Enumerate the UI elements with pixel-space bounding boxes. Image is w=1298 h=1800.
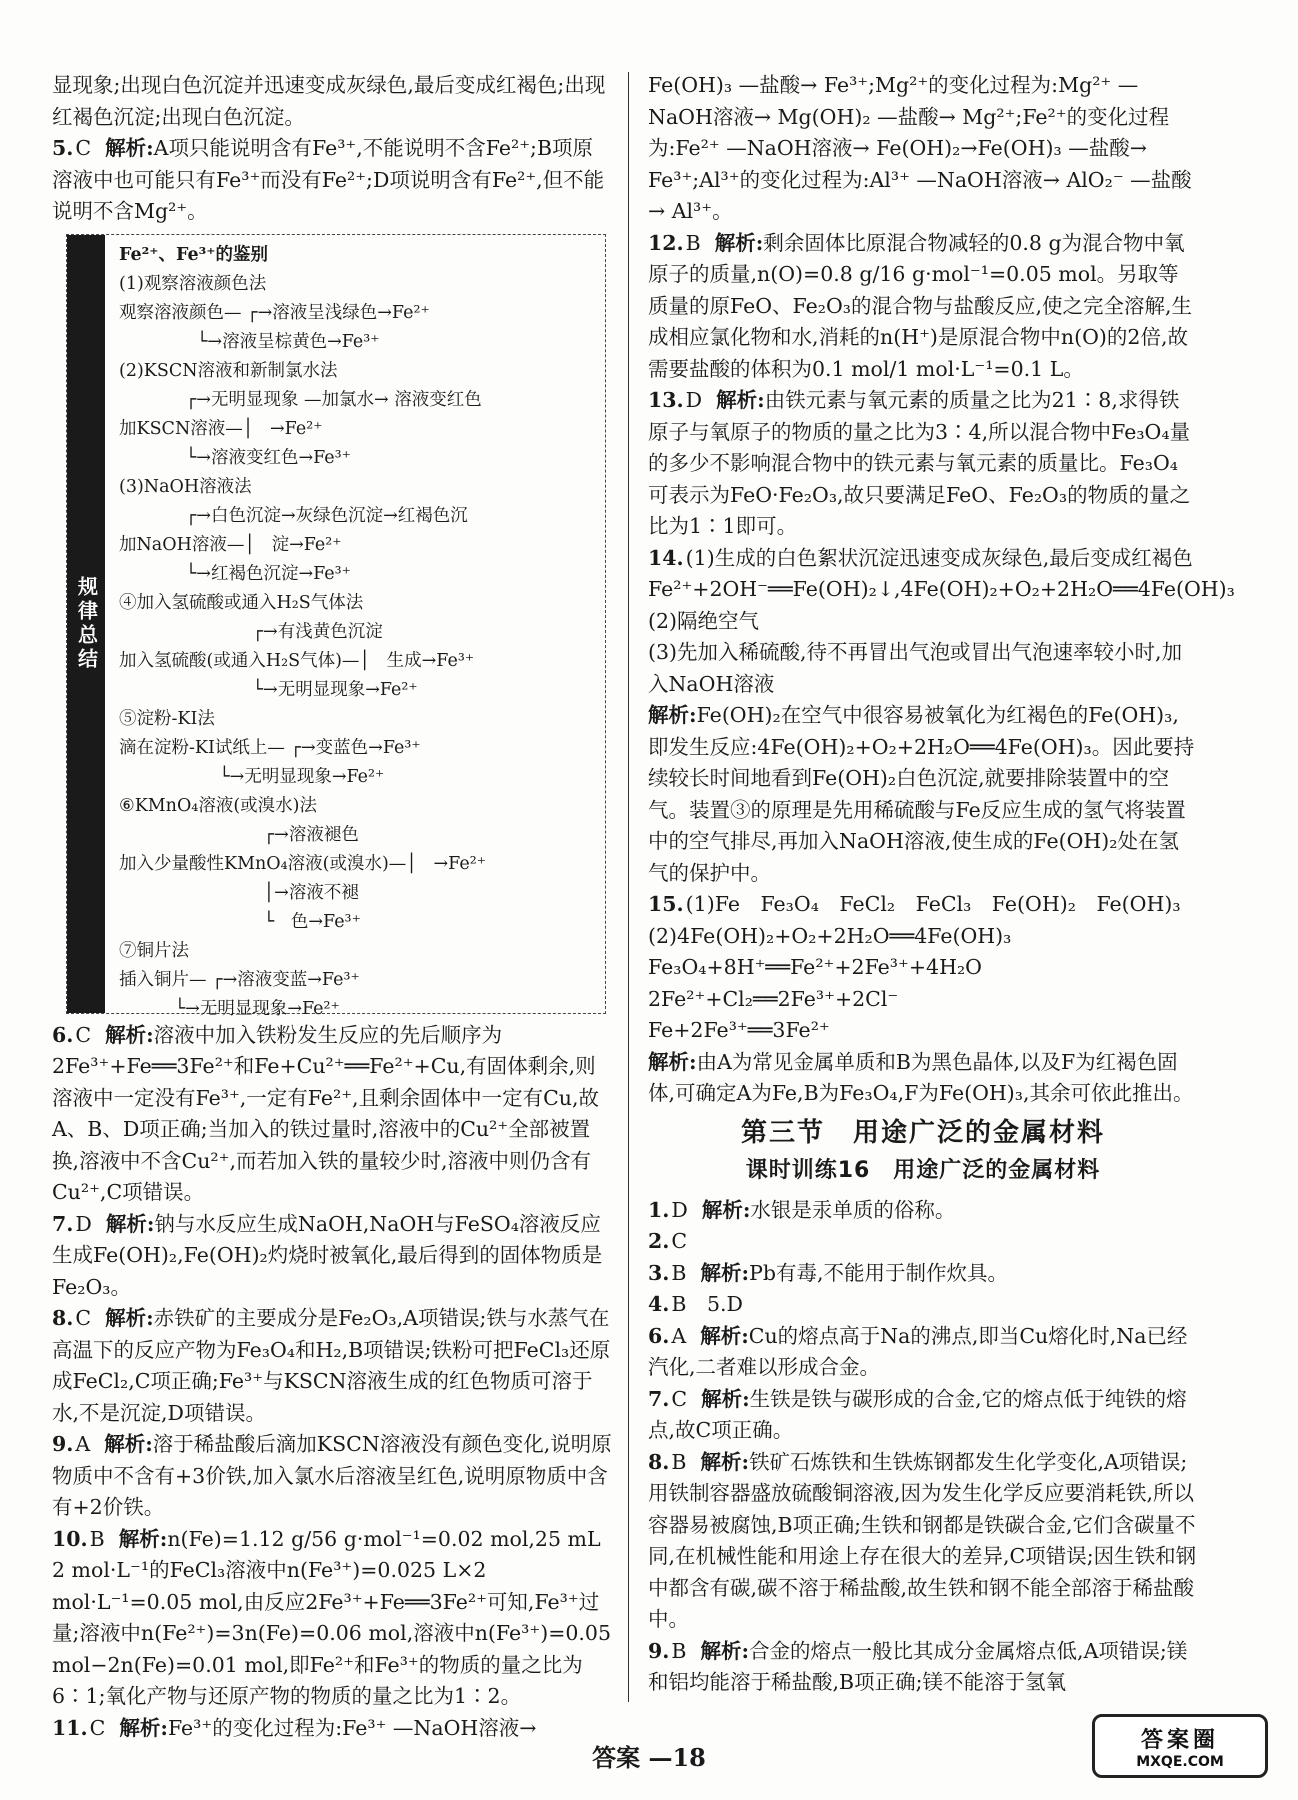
rule-line: ④加入氢硫酸或通入H₂S气体法 xyxy=(119,592,364,613)
watermark-logo: 答案圈 MXQE.COM xyxy=(1092,1714,1268,1778)
page-footer: 答案 —18 xyxy=(592,1743,706,1772)
rule-line: └→无明显现象→Fe²⁺ xyxy=(119,998,340,1019)
continuation-text: 显现象;出现白色沉淀并迅速变成灰绿色,最后变成红褐色;出现红褐色沉淀;出现白色沉淀。 xyxy=(52,73,606,129)
answer-item-10: 10.B 解析:n(Fe)=1.12 g/56 g·mol⁻¹=0.02 mol,25 mL 2 mol·L⁻¹的FeCl₃溶液中n(Fe³⁺)=0.025 L×2 mol·L⁻¹=0.05 mol,由反应2Fe³⁺+Fe══3Fe²⁺可知,Fe³⁺过量;溶液中n(Fe²⁺)=3n(Fe)=0.06 mol,溶液中n(Fe³⁺)=0.05 mol−2n(Fe)=0.01 mol,即Fe²⁺和Fe³⁺的物质的量之比为6∶1;氧化产物与还原产物的物质的量之比为1∶2。 xyxy=(52,1526,612,1708)
answer-item-13: 13.D 解析:由铁元素与氧元素的质量之比为21∶8,求得铁原子与氧原子的物质的量之比为3∶4,所以混合物中Fe₃O₄量的多少不影响混合物中的铁元素与氧元素的质量比。Fe₃O₄可表示为FeO·Fe₂O₃,故只要满足FeO、Fe₂O₃的物质的量之比为1∶1即可。 xyxy=(648,388,1191,538)
lesson-title: 课时训练16 用途广泛的金属材料 xyxy=(745,1158,1101,1183)
answer-item-11: 11.C 解析:Fe³⁺的变化过程为:Fe³⁺ —NaOH溶液→ xyxy=(52,1715,537,1740)
answer-item-12: 12.B 解析:剩余固体比原混合物减轻的0.8 g为混合物中氧原子的质量,n(O)=0.8 g/16 g·mol⁻¹=0.05 mol。另取等质量的原FeO、Fe₂O₃的混合物与盐酸反应,使之完全溶解,生成相应氯化物和水,消耗的n(H⁺)是原混合物中n(O)的2倍,故需要盐酸的体积为0.1 mol/1 mol·L⁻¹=0.1 L。 xyxy=(648,230,1193,381)
rule-summary-label: 规律总结 xyxy=(67,235,105,1013)
rule-line: 插入铜片— ┌→溶液变蓝→Fe³⁺ xyxy=(119,969,360,990)
rule-line: ┌→有浅黄色沉淀 xyxy=(119,621,383,642)
rule-line: 加入氢硫酸(或通入H₂S气体)—│ 生成→Fe³⁺ xyxy=(119,650,475,671)
left-column xyxy=(52,70,612,1744)
rule-line: └ 色→Fe³⁺ xyxy=(119,911,361,932)
answer-item-6: 6.C 解析:溶液中加入铁粉发生反应的先后顺序为2Fe³⁺+Fe══3Fe²⁺和Fe+Cu²⁺══Fe²⁺+Cu,有固体剩余,则溶液中一定没有Fe³⁺,一定有Fe²⁺,且剩余固体中一定有Cu,故A、B、D项正确;当加入的铁过量时,溶液中的Cu²⁺全部被置换,溶液中不含Cu²⁺,而若加入铁的量较少时,溶液中则仍含有Cu²⁺,C项错误。 xyxy=(52,1022,599,1204)
rule-line: 滴在淀粉-KI试纸上— ┌→变蓝色→Fe³⁺ xyxy=(119,737,421,758)
rule-summary-title: Fe²⁺、Fe³⁺的鉴别 xyxy=(119,244,269,265)
lesson-answer-1: 1.D 解析:水银是汞单质的俗称。 xyxy=(648,1197,956,1222)
rule-line: (3)NaOH溶液法 xyxy=(119,476,252,497)
answer-item-5: 5.C 解析:A项只能说明含有Fe³⁺,不能说明不含Fe²⁺;B项原溶液中也可能只有Fe³⁺而没有Fe²⁺;D项说明含有Fe²⁺,但不能说明不含Mg²⁺。 xyxy=(52,136,605,223)
rule-line: ⑥KMnO₄溶液(或溴水)法 xyxy=(119,795,317,816)
answer-item-11-continued: Fe(OH)₃ —盐酸→ Fe³⁺;Mg²⁺的变化过程为:Mg²⁺ —NaOH溶液→ Mg(OH)₂ —盐酸→ Mg²⁺;Fe²⁺的变化过程为:Fe²⁺ —NaOH溶液→ Fe(OH)₂→Fe(OH)₃ —盐酸→ Fe³⁺;Al³⁺的变化过程为:Al³⁺ —NaOH溶液→ AlO₂⁻ —盐酸→ Al³⁺。 xyxy=(648,73,1192,223)
rule-line: ⑦铜片法 xyxy=(119,940,189,961)
lesson-answer-4-5: 4.B 5.D xyxy=(648,1292,743,1316)
section-title: 第三节 用途广泛的金属材料 xyxy=(740,1117,1105,1148)
lesson-answer-3: 3.B 解析:Pb有毒,不能用于制作炊具。 xyxy=(648,1260,1008,1285)
answer-item-7: 7.D 解析:钠与水反应生成NaOH,NaOH与FeSO₄溶液反应生成Fe(OH)₂,Fe(OH)₂灼烧时被氧化,最后得到的固体物质是Fe₂O₃。 xyxy=(52,1211,603,1299)
rule-summary-box xyxy=(66,234,606,1019)
rule-line: ┌→溶液褪色 xyxy=(119,824,359,845)
rule-line: (1)观察溶液颜色法 xyxy=(119,273,267,294)
rule-line: 观察溶液颜色— ┌→溶液呈浅绿色→Fe²⁺ xyxy=(119,302,430,323)
rule-line: └→无明显现象→Fe²⁺ xyxy=(119,679,418,700)
lesson-answer-7: 7.C 解析:生铁是铁与碳形成的合金,它的熔点低于纯铁的熔点,故C项正确。 xyxy=(648,1386,1187,1442)
rule-line: 加KSCN溶液—│ →Fe²⁺ xyxy=(119,418,323,439)
rule-line: └→红褐色沉淀→Fe³⁺ xyxy=(119,563,351,584)
lesson-answer-8: 8.B 解析:铁矿石炼铁和生铁炼钢都发生化学变化,A项错误;用铁制容器盛放硫酸铜溶液,因为发生化学反应要消耗铁,所以容器易被腐蚀,B项正确;生铁和钢都是铁碳合金,它们含碳量不同,在机械性能和用途上存在很大的差异,C项错误;因生铁和钢中都含有碳,碳不溶于稀盐酸,故生铁和钢不能全部溶于稀盐酸中。 xyxy=(648,1449,1197,1631)
rule-line: └→溶液变红色→Fe³⁺ xyxy=(119,447,351,468)
rule-line: 加NaOH溶液—│ 淀→Fe²⁺ xyxy=(119,534,342,555)
rule-line: ┌→白色沉淀→灰绿色沉淀→红褐色沉 xyxy=(119,505,468,526)
rule-line: ┌→无明显现象 —加氯水→ 溶液变红色 xyxy=(119,389,482,410)
lesson-answer-9: 9.B 解析:合金的熔点一般比其成分金属熔点低,A项错误;镁和铝均能溶于稀盐酸,B项正确;镁不能溶于氢氧 xyxy=(648,1638,1188,1694)
answer-item-9: 9.A 解析:溶于稀盐酸后滴加KSCN溶液没有颜色变化,说明原物质中不含有+3价铁,加入氯水后溶液呈红色,说明原物质中含有+2价铁。 xyxy=(52,1432,612,1519)
right-column xyxy=(648,70,1235,1699)
rule-line: └→无明显现象→Fe²⁺ xyxy=(119,766,385,787)
answer-item-8: 8.C 解析:赤铁矿的主要成分是Fe₂O₃,A项错误;铁与水蒸气在高温下的反应产物为Fe₃O₄和H₂,B项错误;铁粉可把FeCl₃还原成FeCl₂,C项正确;Fe³⁺与KSCN溶液生成的红色物质可溶于水,不是沉淀,D项错误。 xyxy=(52,1306,611,1425)
rule-summary-body xyxy=(119,241,595,1024)
rule-line: 加入少量酸性KMnO₄溶液(或溴水)—│ →Fe²⁺ xyxy=(119,853,486,874)
lesson-answer-6: 6.A 解析:Cu的熔点高于Na的沸点,即当Cu熔化时,Na已经汽化,二者难以形成合金。 xyxy=(648,1323,1188,1379)
rule-line: └→溶液呈棕黄色→Fe³⁺ xyxy=(119,331,380,352)
answer-item-15: 15.(1)Fe Fe₃O₄ FeCl₂ FeCl₃ Fe(OH)₂ Fe(OH)₃ (2)4Fe(OH)₂+O₂+2H₂O══4Fe(OH)₃ Fe₃O₄+8H⁺══Fe²⁺+2Fe³⁺+4H₂O 2Fe²⁺+Cl₂══2Fe³⁺+2Cl⁻ Fe+2Fe³⁺══3Fe²⁺ 解析:由A为常见金属单质和B为黑色晶体,以及F为红褐色固体,可确定A为Fe,B为Fe₃O₄,F为Fe(OH)₃,其余可依此推出。 xyxy=(648,892,1194,1105)
answer-item-14: 14.(1)生成的白色絮状沉淀迅速变成灰绿色,最后变成红褐色 Fe²⁺+2OH⁻══Fe(OH)₂↓,4Fe(OH)₂+O₂+2H₂O══4Fe(OH)₃ (2)隔绝空气 (3)先加入稀硫酸,待不再冒出气泡或冒出气泡速率较小时,加入NaOH溶液 解析:Fe(OH)₂在空气中很容易被氧化为红褐色的Fe(OH)₃,即发生反应:4Fe(OH)₂+O₂+2H₂O══4Fe(OH)₃。因此要持续较长时间地看到Fe(OH)₂白色沉淀,就要排除装置中的空气。装置③的原理是先用稀硫酸与Fe反应生成的氢气将装置中的空气排尽,再加入NaOH溶液,使生成的Fe(OH)₂处在氢气的保护中。 xyxy=(648,545,1235,885)
rule-line: (2)KSCN溶液和新制氯水法 xyxy=(119,360,338,381)
column-divider xyxy=(628,72,629,1702)
rule-line: │→溶液不褪 xyxy=(119,882,359,903)
rule-line: ⑤淀粉-KI法 xyxy=(119,708,215,729)
lesson-answer-2: 2.C xyxy=(648,1229,688,1253)
